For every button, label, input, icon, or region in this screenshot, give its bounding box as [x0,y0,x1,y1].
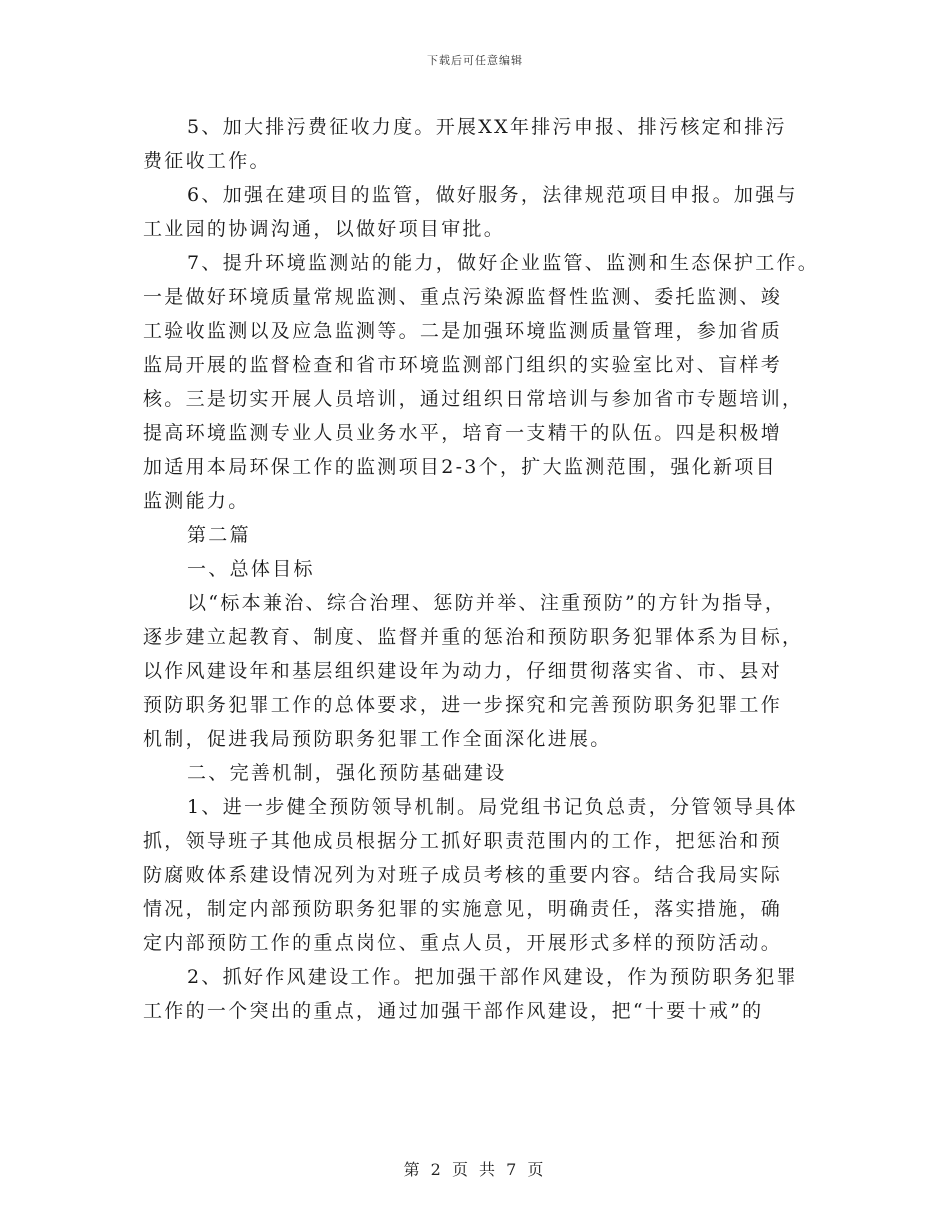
text-line: 一、总体目标 [187,558,315,580]
text-line: 核。三是切实开展人员培训，通过组织日常培训与参加省市专题培训， [143,388,804,410]
text-line: 逐步建立起教育、制度、监督并重的惩治和预防职务犯罪体系为目标， [143,626,804,648]
text-line: 2、抓好作风建设工作。把加强干部作风建设，作为预防职务犯罪 [187,966,798,988]
text-line: 工作的一个突出的重点，通过加强干部作风建设，把“十要十戒”的 [143,1000,764,1022]
text-line: 一是做好环境质量常规监测、重点污染源监督性监测、委托监测、竣 [143,286,783,308]
document-body [143,110,843,1028]
text-line: 定内部预防工作的重点岗位、重点人员，开展形式多样的预防活动。 [143,932,783,954]
text-line: 防腐败体系建设情况列为对班子成员考核的重要内容。结合我局实际 [143,864,783,886]
text-line: 监测能力。 [143,490,250,512]
text-line: 机制，促进我局预防职务犯罪工作全面深化进展。 [143,728,612,750]
text-line: 1、进一步健全预防领导机制。局党组书记负总责，分管领导具体 [187,796,798,818]
text-line: 以作风建设年和基层组织建设年为动力，仔细贯彻落实省、市、县对 [143,660,783,682]
text-line: 工验收监测以及应急监测等。二是加强环境监测质量管理，参加省质 [143,320,783,342]
text-line: 提高环境监测专业人员业务水平，培育一支精干的队伍。四是积极增 [143,422,783,444]
text-line: 费征收工作。 [143,150,271,172]
text-line: 加适用本局环保工作的监测项目2-3个，扩大监测范围，强化新项目 [143,456,777,478]
text-line: 情况，制定内部预防职务犯罪的实施意见，明确责任，落实措施，确 [143,898,783,920]
text-line: 工业园的协调沟通，以做好项目审批。 [143,218,506,240]
text-line: 以“标本兼治、综合治理、惩防并举、注重预防”的方针为指导， [187,592,787,614]
page-number-footer: 第 2 页 共 7 页 [403,1160,547,1179]
text-line: 5、加大排污费征收力度。开展XX年排污申报、排污核定和排污 [187,116,787,138]
text-line: 预防职务犯罪工作的总体要求，进一步探究和完善预防职务犯罪工作 [143,694,783,716]
text-line: 监局开展的监督检查和省市环境监测部门组织的实验室比对、盲样考 [143,354,783,376]
text-line: 第二篇 [187,524,251,546]
text-line: 抓，领导班子其他成员根据分工抓好职责范围内的工作，把惩治和预 [143,830,783,852]
text-line: 二、完善机制，强化预防基础建设 [187,762,507,784]
text-line: 6、加强在建项目的监管，做好服务，法律规范项目申报。加强与 [187,184,798,206]
text-line: 7、提升环境监测站的能力，做好企业监管、监测和生态保护工作。 [187,252,820,274]
page-header-note: 下载后可任意编辑 [427,54,523,67]
